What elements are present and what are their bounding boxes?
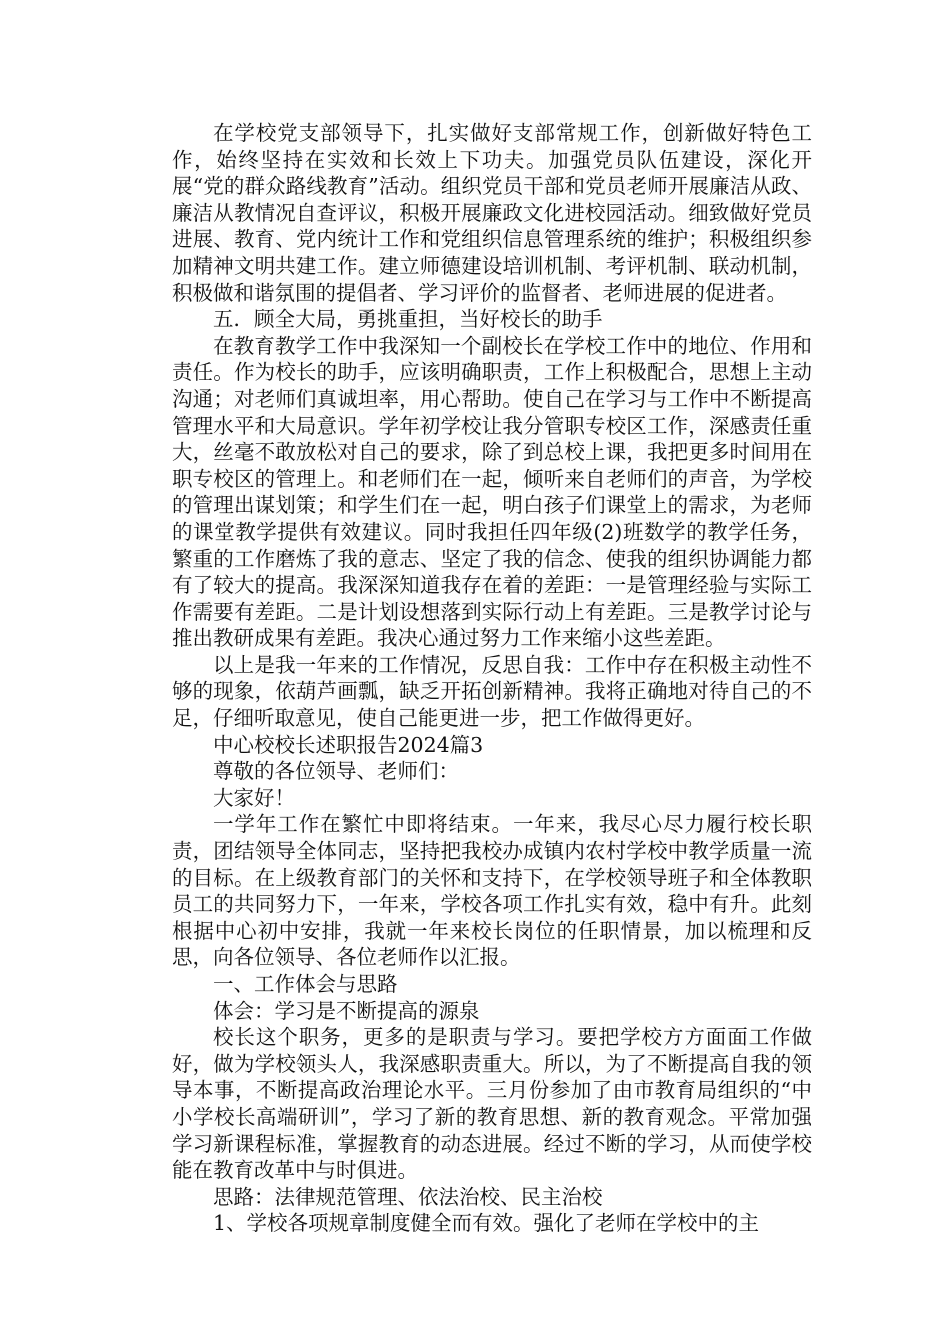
heading-section-one: 一、工作体会与思路 <box>213 972 398 996</box>
report-title: 中心校校长述职报告2024篇3 <box>213 732 484 757</box>
paragraph-party-work: 在学校党支部领导下，扎实做好支部常规工作，创新做好特色工作，始终坚持在实效和长效上下功夫。加强党员队伍建设，深化开展“党的群众路线教育”活动。组织党员干部和党员老师开展廉洁从政、廉洁从教情况自查评议，积极开展廉政文化进校园活动。细致做好党员进展、教育、党内统计工作和党组织信息管理系统的维护；积极组织参加精神文明共建工作。建立师德建设培训机制、考评机制、联动机制，积极做和谐氛围的提倡者、学习评价的监督者、老师进展的促进者。 <box>172 121 812 305</box>
paragraph-intro: 一学年工作在繁忙中即将结束。一年来，我尽心尽力履行校长职责，团结领导全体同志，坚持把我校办成镇内农村学校中教学质量一流的目标。在上级教育部门的关怀和支持下，在学校领导班子和全体教职员工的共同努力下，一年来，学校各项工作扎实有效，稳中有升。此刻根据中心初中安排，我就一年来校长岗位的任职情景，加以梳理和反思，向各位领导、各位老师作以汇报。 <box>172 812 812 970</box>
greeting: 大家好！ <box>213 785 295 810</box>
document-page <box>172 120 812 1237</box>
paragraph-vice-principal-role: 在教育教学工作中我深知一个副校长在学校工作中的地位、作用和责任。作为校长的助手，应该明确职责，工作上积极配合，思想上主动沟通；对老师们真诚坦率，用心帮助。使自己在学习与工作中不断提高管理水平和大局意识。学年初学校让我分管职专校区工作，深感责任重大，丝毫不敢放松对自己的要求，除了到总校上课，我把更多时间用在职专校区的管理上。和老师们在一起，倾听来自老师们的声音，为学校的管理出谋划策；和学生们在一起，明白孩子们课堂上的需求，为老师的课堂教学提供有效建议。同时我担任四年级(2)班数学的教学任务，繁重的工作磨炼了我的意志、坚定了我的信念、使我的组织协调能力都有了较大的提高。我深深知道我存在着的差距：一是管理经验与实际工作需要有差距。二是计划设想落到实际行动上有差距。三是教学讨论与推出教研成果有差距。我决心通过努力工作来缩小这些差距。 <box>172 333 812 651</box>
paragraph-learning: 校长这个职务，更多的是职责与学习。要把学校方方面面工作做好，做为学校领头人，我深感职责重大。所以，为了不断提高自我的领导本事，不断提高政治理论水平。三月份参加了由市教育局组织的“中小学校长高端研训”，学习了新的教育思想、新的教育观念。平常加强学习新课程标准，掌握教育的动态进展。经过不断的学习，从而使学校能在教育改革中与时俱进。 <box>172 1025 812 1183</box>
heading-section-five: 五．顾全大局，勇挑重担，当好校长的助手 <box>213 307 603 332</box>
subheading-approach: 思路：法律规范管理、依法治校、民主治校 <box>213 1184 603 1209</box>
paragraph-regulations: 1、学校各项规章制度健全而有效。强化了老师在学校中的主 <box>213 1211 760 1236</box>
subheading-experience: 体会：学习是不断提高的源泉 <box>213 998 480 1023</box>
salutation: 尊敬的各位领导、老师们： <box>213 759 459 784</box>
paragraph-self-reflection: 以上是我一年来的工作情况，反思自我：工作中存在积极主动性不够的现象，依葫芦画瓢，缺乏开拓创新精神。我将正确地对待自己的不足，仔细听取意见，使自己能更进一步，把工作做得更好。 <box>172 652 812 731</box>
